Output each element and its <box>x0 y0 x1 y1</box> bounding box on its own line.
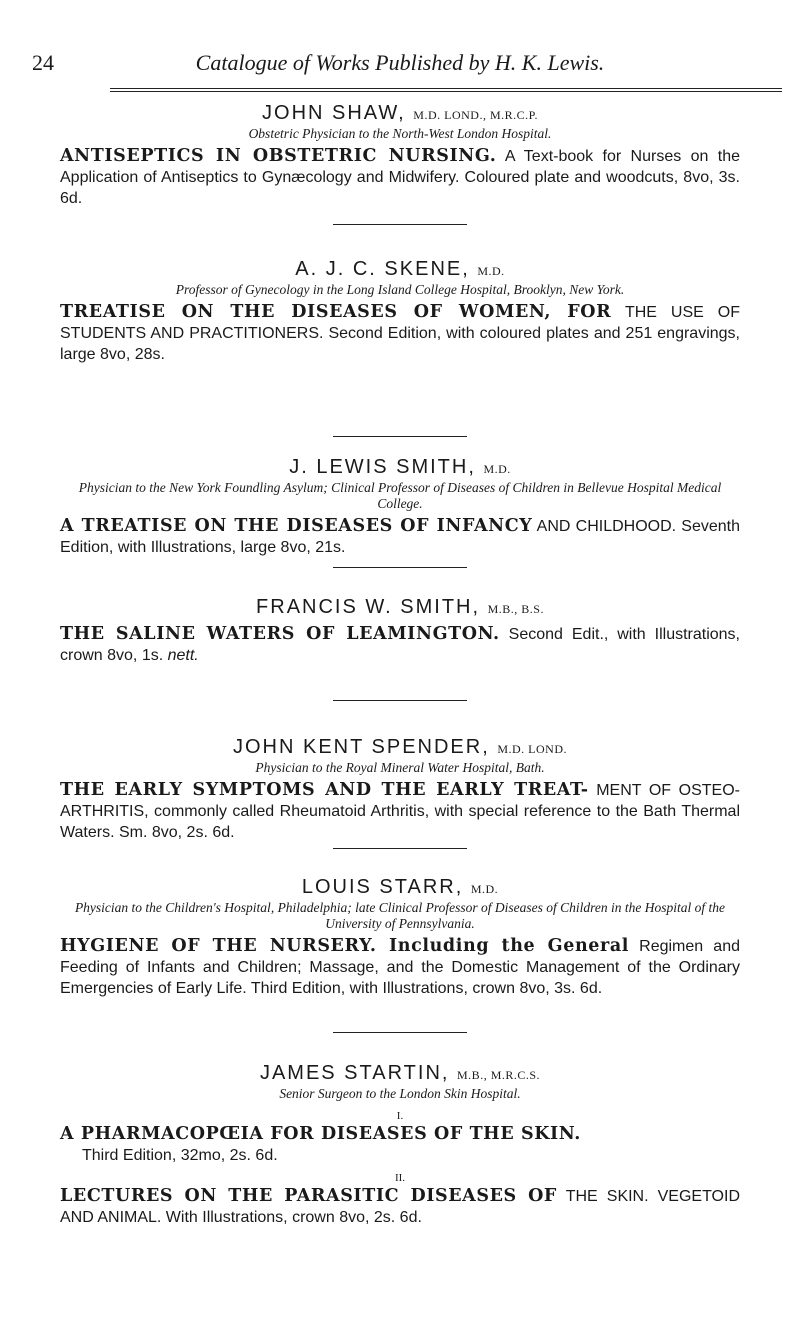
catalogue-entry <box>60 258 740 365</box>
author-affiliation: Physician to the Children's Hospital, Philadelphia; late Clinical Professor of Diseases of Children in the Hospital of the University of Pennsylvania. <box>74 900 726 931</box>
catalogue-entry <box>60 736 740 843</box>
book-description: AND CHILDHOOD. Seventh Edition, with Illustrations, large 8vo, 21s. <box>60 518 740 556</box>
author-heading <box>60 1062 740 1086</box>
work-numeral: II. <box>394 1172 406 1184</box>
author-name: FRANCIS W. SMITH, <box>256 596 481 618</box>
author-heading <box>60 456 740 480</box>
author-degrees: M.D. <box>477 264 505 278</box>
book-description: Third Edition, 32mo, 2s. 6d. <box>82 1147 278 1164</box>
book-entry <box>60 146 740 209</box>
author-name: J. LEWIS SMITH, <box>289 456 476 478</box>
book-entry <box>60 624 740 666</box>
book-entry <box>60 1124 740 1145</box>
author-degrees: M.D. <box>470 882 499 896</box>
catalogue-entry <box>60 876 740 999</box>
author-heading <box>60 258 740 282</box>
author-degrees: M.B., B.S. <box>487 602 544 616</box>
author-affiliation: Professor of Gynecology in the Long Island College Hospital, Brooklyn, New York. <box>175 282 625 297</box>
author-heading <box>60 736 740 760</box>
book-title: A TREATISE ON THE DISEASES OF INFANCY <box>60 516 533 536</box>
author-heading <box>60 102 740 126</box>
book-description: THE USE OF STUDENTS AND PRACTITIONERS. Second Edition, with coloured plates and 251 engravings, large 8vo, 28s. <box>60 304 740 363</box>
catalogue-entry <box>60 456 740 558</box>
author-name: JOHN SHAW, <box>262 102 406 124</box>
entry-separator <box>333 436 467 437</box>
author-name: LOUIS STARR, <box>301 876 464 898</box>
book-entry <box>60 1186 740 1228</box>
header-rule-double <box>110 91 782 92</box>
catalogue-entry <box>60 102 740 209</box>
book-title: ANTISEPTICS IN OBSTETRIC NURSING. <box>60 146 497 166</box>
author-degrees: M.D. <box>483 462 511 476</box>
book-entry <box>60 780 740 843</box>
book-entry <box>60 936 740 999</box>
author-affiliation: Physician to the New York Foundling Asylum; Clinical Professor of Diseases of Children in Bellevue Hospital Medical College. <box>78 480 722 511</box>
author-degrees: M.D. LOND. <box>497 742 567 756</box>
author-affiliation: Physician to the Royal Mineral Water Hospital, Bath. <box>255 760 545 775</box>
author-name: JAMES STARTIN, <box>259 1062 450 1084</box>
author-degrees: M.D. LOND., M.R.C.P. <box>413 108 538 122</box>
work-numeral: I. <box>396 1110 404 1122</box>
page-number: 24 <box>32 50 54 75</box>
entry-separator <box>333 224 467 225</box>
author-name: A. J. C. SKENE, <box>295 258 470 280</box>
entry-separator <box>333 567 467 568</box>
entry-separator <box>333 700 467 701</box>
author-affiliation: Obstetric Physician to the North-West London Hospital. <box>248 126 552 141</box>
book-description: THE SKIN. VEGETOID AND ANIMAL. With Illustrations, crown 8vo, 2s. 6d. <box>60 1188 740 1226</box>
running-title: Catalogue of Works Published by H. K. Lewis. <box>195 50 605 75</box>
page-header <box>28 44 772 84</box>
author-heading <box>60 596 740 620</box>
book-description: Second Edit., with Illustrations, crown 8vo, 1s. <box>60 626 740 664</box>
book-description: MENT OF OSTEO-ARTHRITIS, commonly called Rheumatoid Arthritis, with special reference to the Bath Thermal Waters. Sm. 8vo, 2s. 6d. <box>60 782 741 841</box>
book-description: Regimen and Feeding of Infants and Children; Massage, and the Domestic Management of the Ordinary Emergencies of Early Life. Third Edition, with Illustrations, crown 8vo, 3s. 6d. <box>60 938 740 997</box>
book-description: A Text-book for Nurses on the Application of Antiseptics to Gynæcology and Midwifery. Coloured plate and woodcuts, 8vo, 3s. 6d. <box>60 148 741 207</box>
book-title: THE SALINE WATERS OF LEAMINGTON. <box>60 624 500 644</box>
catalogue-entry <box>60 1062 740 1228</box>
entry-separator <box>333 848 467 849</box>
book-entry <box>60 516 740 558</box>
author-name: JOHN KENT SPENDER, <box>232 736 490 758</box>
price-note: nett. <box>167 647 199 664</box>
book-title: TREATISE ON THE DISEASES OF WOMEN, FOR <box>60 302 612 322</box>
author-heading <box>60 876 740 900</box>
book-title: LECTURES ON THE PARASITIC DISEASES OF <box>60 1186 557 1206</box>
book-title: A PHARMACOPŒIA FOR DISEASES OF THE SKIN. <box>60 1124 581 1144</box>
author-degrees: M.B., M.R.C.S. <box>457 1068 541 1082</box>
header-rule <box>110 88 782 89</box>
book-title: HYGIENE OF THE NURSERY. Including the General <box>60 936 630 956</box>
book-title: THE EARLY SYMPTOMS AND THE EARLY TREAT- <box>60 780 589 800</box>
entry-separator <box>333 1032 467 1033</box>
catalogue-entry <box>60 596 740 666</box>
book-entry <box>60 302 740 365</box>
author-affiliation: Senior Surgeon to the London Skin Hospital. <box>279 1086 521 1101</box>
